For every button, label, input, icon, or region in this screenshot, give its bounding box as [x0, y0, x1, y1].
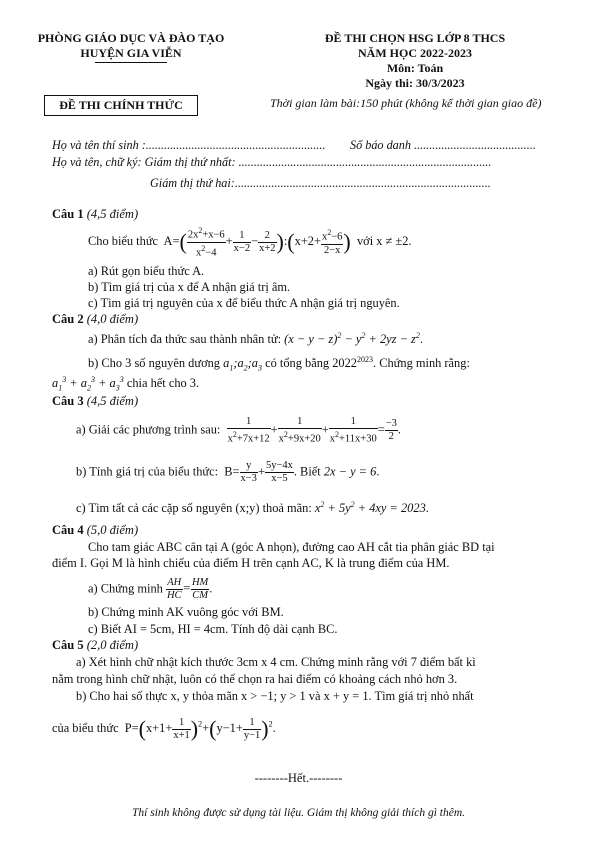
question-2b-cont: $a_1^3 + a_2^3 + a_3^3$ chia hết cho 3.	[52, 375, 200, 393]
question-3-title: Câu 3 (4,5 điểm)	[52, 394, 139, 408]
header-underline-left	[95, 62, 167, 63]
question-3c: c) Tìm tất cả các cặp số nguyên (x;y) thoả mãn: $x^2 + 5y^2 + 4xy = 2023$.	[76, 500, 429, 516]
question-5a: a) Xét hình chữ nhật kích thước 3cm x 4 cm. Chứng minh rằng với 7 điểm bất kì	[76, 655, 476, 669]
subject: Môn: Toán	[386, 61, 444, 75]
question-2-title: Câu 2 (4,0 điểm)	[52, 312, 139, 326]
exam-date: Ngày thi: 30/3/2023	[365, 76, 465, 90]
question-1a: a) Rút gọn biểu thức A.	[88, 264, 205, 278]
supervisor1-line: Họ và tên, chữ ký: Giám thị thứ nhất: ...................................................................................	[52, 155, 492, 169]
question-2a: a) Phân tích đa thức sau thành nhân tử: $(x - y - z)^2 - y^2 + 2yz - z^2$.	[88, 331, 423, 347]
question-1-expression: Cho biểu thức A=( $\frac{2x^2+x-6}{x^2-4}$ + $\frac{1}{x-2}$ − $\frac{2}{x+2}$ ):(x+2+ $\frac{x^2-6}{2-x}$ ) với x ≠ ±2.	[88, 226, 412, 258]
question-5-title: Câu 5 (2,0 điểm)	[52, 638, 139, 652]
question-1c: c) Tìm giá trị nguyên của x để biểu thức A nhận giá trị nguyên.	[88, 296, 400, 310]
candidate-number-line: Số báo danh ........................................	[350, 138, 536, 152]
end-marker: --------Hết.--------	[254, 771, 343, 785]
question-2b: b) Cho 3 số nguyên dương $a_1;a_2;a_3$ có tổng bằng $2022^{2023}$. Chứng minh rằng:	[88, 355, 470, 373]
supervisor2-line: Giám thị thứ hai:....................................................................................	[150, 176, 491, 190]
question-4a: a) Chứng minh $\frac{AH}{HC}$ = $\frac{HM}{CM}$ .	[88, 577, 213, 601]
question-5b: b) Cho hai số thực x, y thỏa mãn x > −1; y > 1 và x + y = 1. Tìm giá trị nhỏ nhất	[76, 689, 474, 703]
question-3b: b) Tính giá trị của biểu thức: B= $\frac{y}{x-3}$ + $\frac{5y-4x}{x-5}$ . Biết 2x − y = 6.	[76, 460, 380, 484]
question-4c: c) Biết AI = 5cm, HI = 4cm. Tính độ dài cạnh BC.	[88, 622, 338, 636]
official-badge: ĐỀ THI CHÍNH THỨC	[44, 95, 198, 116]
department-name: PHÒNG GIÁO DỤC VÀ ĐÀO TẠO	[37, 31, 225, 45]
question-4-title: Câu 4 (5,0 điểm)	[52, 523, 139, 537]
question-5b-expression: của biểu thức P=(x+1+ $\frac{1}{x+1}$ )$^2$+(y−1+ $\frac{1}{y-1}$ )$^2$.	[52, 716, 276, 741]
candidate-name-line: Họ và tên thí sinh :...........................................................	[52, 138, 326, 152]
time-limit: Thời gian làm bài:150 phút (không kể thời gian giao đề)	[270, 96, 542, 110]
district-name: HUYỆN GIA VIỄN	[80, 46, 182, 60]
question-4-para1: Cho tam giác ABC cân tại A (góc A nhọn), đường cao AH cắt tia phân giác BD tại	[88, 540, 495, 554]
question-4-para2: điểm I. Gọi M là hình chiếu của điểm H trên cạnh AC, K là trung điểm của HM.	[52, 556, 450, 570]
school-year: NĂM HỌC 2022-2023	[358, 46, 472, 60]
question-1-title: Câu 1 (4,5 điểm)	[52, 207, 139, 221]
question-4b: b) Chứng minh AK vuông góc với BM.	[88, 605, 284, 619]
footer-note: Thí sinh không được sử dụng tài liệu. Giám thị không giải thích gì thêm.	[132, 807, 465, 819]
question-5a-cont: nằm trong hình chữ nhật, luôn có thể chọn ra hai điểm có khoảng cách nhỏ hơn 3.	[52, 672, 458, 686]
question-3a: a) Giải các phương trình sau: $\frac{1}{x^2+7x+12}$ + $\frac{1}{x^2+9x+20}$ + $\frac{1}{x^2+11x+30}$ = $\frac{-3}{2}$ .	[76, 416, 401, 445]
exam-title: ĐỀ THI CHỌN HSG LỚP 8 THCS	[324, 31, 506, 45]
question-1b: b) Tìm giá trị của x để A nhận giá trị âm.	[88, 280, 291, 294]
